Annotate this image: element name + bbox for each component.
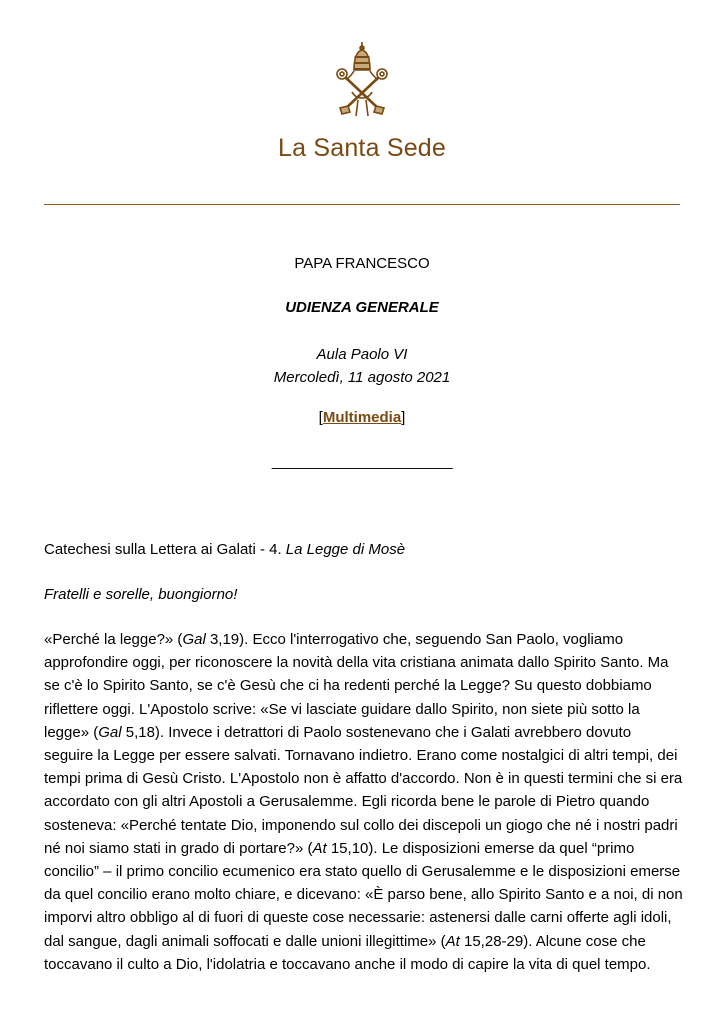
event-date: Mercoledì, 11 agosto 2021	[273, 369, 451, 386]
author-name: PAPA FRANCESCO	[294, 255, 430, 272]
bible-ref: At	[312, 839, 327, 857]
subtitle-prefix: Catechesi sulla Lettera ai Galati - 4.	[44, 541, 286, 558]
papal-coat-of-arms-icon[interactable]	[330, 40, 394, 118]
text-run: 15,10). Le disposizioni emerse da quel “primo concilio” – il primo concilio ecumenico era stato quello di Gerusalemme e le disposizioni emerse da quel concilio erano molto chiare, e dicevano: «È parso bene, allo Spirito Santo e a noi, di non imporvi altro obbligo al di fuori di queste cose necessarie: astenersi dalle carni offerte agli idoli, dal sangue, dagli animali soffocati e dalle unioni illegittime» (	[44, 839, 683, 950]
header-divider	[44, 204, 680, 205]
bible-ref: Gal	[182, 631, 206, 648]
text-run: 3,19). Ecco l'interrogativo che, seguendo San Paolo, vogliamo approfondire oggi, per riconoscere la novità della vita cristiana animata dallo Spirito Santo. Ma se c'è lo Spirito Santo, se c'è Gesù che ci ha redenti perché la Legge? Su questo dobbiamo riflettere oggi. L'Apostolo scrive: «Se vi lasciate guidare dallo Spirito, non siete più sotto la legge» (	[44, 631, 669, 741]
multimedia-container	[0, 409, 724, 426]
greeting: Fratelli e sorelle, buongiorno!	[44, 586, 238, 603]
site-title[interactable]: La Santa Sede	[277, 134, 447, 162]
site-header	[0, 40, 724, 163]
event-title: UDIENZA GENERALE	[285, 299, 439, 316]
body-paragraph	[44, 628, 684, 976]
text-run: 15,28-29). Alcune cose che toccavano il culto a Dio, l'idolatria e toccavano anche il modo di capire la vita di quel tempo.	[44, 932, 651, 973]
event-location	[0, 343, 724, 389]
event-place: Aula Paolo VI	[316, 346, 408, 363]
bible-ref: At	[445, 932, 460, 950]
text-run: 5,18). Invece i detrattori di Paolo sostenevano che i Galati avrebbero dovuto seguire la Legge per essere salvati. Tornavano indietro. Erano come nostalgici di altri tempi, dei tempi prima di Gesù Cristo. L'Apostolo non è affatto d'accordo. Non è in questi termini che si era accordato con gli altri Apostoli a Gerusalemme. Egli ricorda bene le parole di Pietro quando sosteneva: «Perché tentate Dio, imponendo sul collo dei discepoli un giogo che né i nostri padri né noi siamo stati in grado di portare?» (	[44, 723, 683, 857]
section-divider: _______________________	[271, 453, 453, 470]
paragraph-1	[44, 628, 684, 976]
multimedia-link[interactable]: Multimedia	[322, 409, 402, 426]
bible-ref: Gal	[98, 723, 122, 741]
subtitle-title: La Legge di Mosè	[285, 541, 406, 558]
bracket-close: ]	[401, 409, 406, 426]
text-run: «Perché la legge?» (	[44, 631, 183, 648]
catechesis-subtitle	[44, 541, 684, 558]
bracket-open: [	[318, 409, 323, 426]
